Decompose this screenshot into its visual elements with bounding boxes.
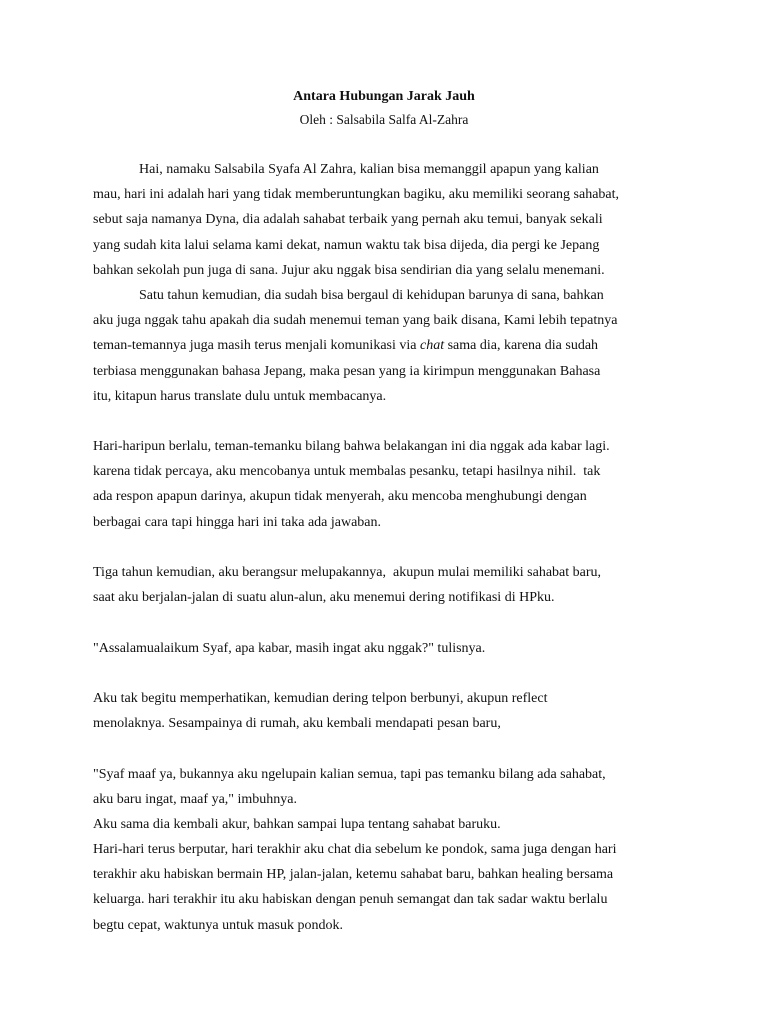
paragraph-gap <box>93 409 693 434</box>
text-line: Aku tak begitu memperhatikan, kemudian dering telpon berbunyi, akupun reflect <box>93 690 548 706</box>
text-line: terakhir aku habiskan bermain HP, jalan-jalan, ketemu sahabat baru, bahkan healing bersama <box>93 867 614 883</box>
text-line: Tiga tahun kemudian, aku berangsur melupakannya, akupun mulai memiliki sahabat baru, <box>93 565 602 580</box>
text-line: berbagai cara tapi hingga hari ini taka ada jawaban. <box>93 514 382 530</box>
text-line: Aku sama dia kembali akur, bahkan sampai lupa tentang sahabat baruku. <box>93 816 501 832</box>
text-line: Hari-haripun berlalu, teman-temanku bilang bahwa belakangan ini dia nggak ada kabar lagi. <box>93 439 610 455</box>
text-line: keluarga. hari terakhir itu aku habiskan dengan penuh semangat dan tak sadar waktu berlalu <box>93 892 608 908</box>
text-line: begtu cepat, waktunya untuk masuk pondok. <box>93 917 344 933</box>
text-line: ada respon apapun darinya, akupun tidak menyerah, aku mencoba menghubungi dengan <box>93 489 587 505</box>
paragraph-6 <box>93 686 693 736</box>
text-line: menolaknya. Sesampainya di rumah, aku kembali mendapati pesan baru, <box>93 716 501 732</box>
paragraph-3 <box>93 434 693 535</box>
text-line: Hai, namaku Salsabila Syafa Al Zahra, kalian bisa memanggil apapun yang kalian <box>139 162 599 177</box>
paragraph-gap <box>93 610 693 635</box>
paragraph-5 <box>93 636 693 661</box>
paragraph-7 <box>93 762 693 938</box>
text-line: Satu tahun kemudian, dia sudah bisa bergaul di kehidupan barunya di sana, bahkan <box>139 287 604 303</box>
paragraph-gap <box>93 736 693 761</box>
document-title: Antara Hubungan Jarak Jauh <box>293 89 475 104</box>
text-line: terbiasa menggunakan bahasa Jepang, maka pesan yang ia kirimpun menggunakan Bahasa <box>93 363 601 379</box>
text-line: sebut saja namanya Dyna, dia adalah sahabat terbaik yang pernah aku temui, banyak sekali <box>93 212 603 228</box>
text-line: "Syaf maaf ya, bukannya aku ngelupain kalian semua, tapi pas temanku bilang ada sahabat, <box>93 766 606 782</box>
text-line: aku baru ingat, maaf ya," imbuhnya. <box>93 791 297 807</box>
text-segment: teman-temannya juga masih terus menjali komunikasi via <box>93 338 420 354</box>
text-line: bahkan sekolah pun juga di sana. Jujur aku nggak bisa sendirian dia yang selalu menemani. <box>93 262 605 278</box>
text-line: "Assalamualaikum Syaf, apa kabar, masih ingat aku nggak?" tulisnya. <box>93 640 486 656</box>
text-line: yang sudah kita lalui selama kami dekat, namun waktu tak bisa dijeda, dia pergi ke Jepang <box>93 237 600 253</box>
text-line: aku juga nggak tahu apakah dia sudah menemui teman yang baik disana, Kami lebih tepatnya <box>93 313 618 329</box>
paragraph-1 <box>93 157 693 283</box>
text-line: mau, hari ini adalah hari yang tidak memberuntungkan bagiku, aku memiliki seorang sahabat, <box>93 187 620 203</box>
paragraph-gap <box>93 535 693 560</box>
paragraph-4 <box>93 560 693 610</box>
paragraph-gap <box>93 661 693 686</box>
text-line: Hari-hari terus berputar, hari terakhir aku chat dia sebelum ke pondok, sama juga dengan hari <box>93 842 617 858</box>
text-line <box>93 333 693 358</box>
document-body <box>93 157 693 938</box>
paragraph-2 <box>93 283 693 409</box>
text-line: itu, kitapun harus translate dulu untuk membacanya. <box>93 388 387 404</box>
text-line: karena tidak percaya, aku mencobanya untuk membalas pesanku, tetapi hasilnya nihil. tak <box>93 464 601 480</box>
document-author: Oleh : Salsabila Salfa Al-Zahra <box>299 112 469 127</box>
text-line: saat aku berjalan-jalan di suatu alun-alun, aku menemui dering notifikasi di HPku. <box>93 590 555 606</box>
italic-word: chat <box>419 338 445 354</box>
text-segment: sama dia, karena dia sudah <box>444 338 599 354</box>
